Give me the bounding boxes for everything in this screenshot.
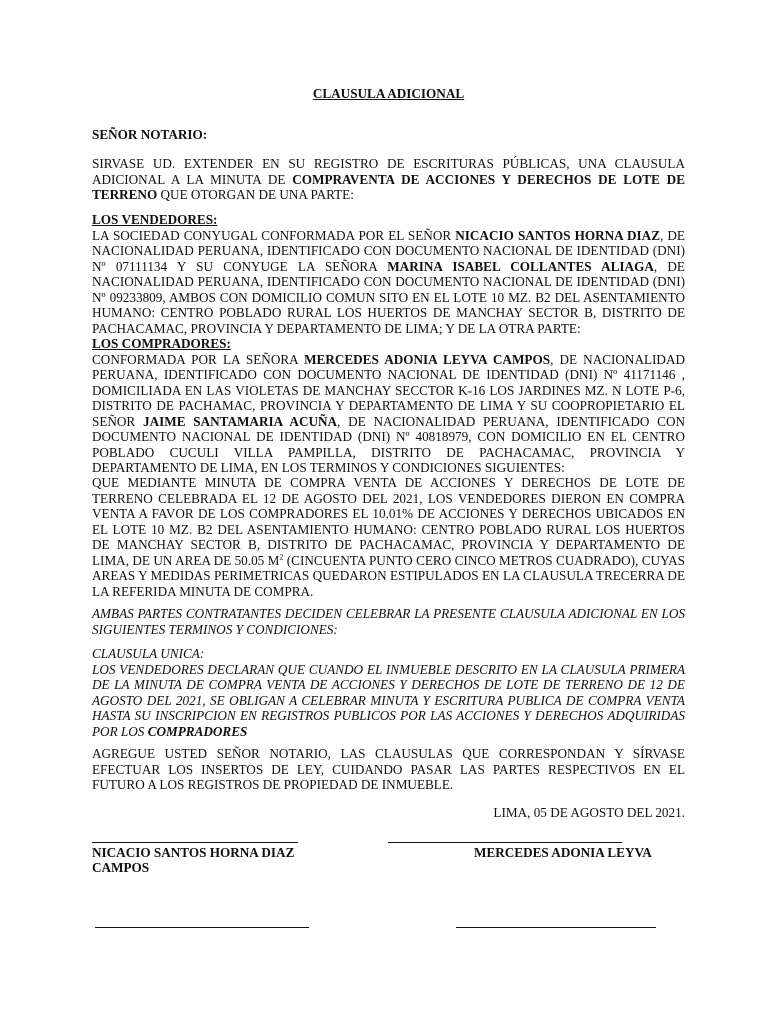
seller-name-1: NICACIO SANTOS HORNA DIAZ [455, 227, 661, 243]
sellers-section [92, 212, 685, 336]
signature-line-left [92, 842, 298, 843]
closing-paragraph: AGREGUE USTED SEÑOR NOTARIO, LAS CLAUSULAS QUE CORRESPONDAN Y SÍRVASE EFECTUAR LOS INSERTOS DE LEY, CUIDANDO PASAR LAS PARTES RESPECTIVOS EN EL FUTURO A LOS REGISTROS DE PROPIEDAD DE INMUEBLE. [92, 746, 685, 792]
buyers-text-2: , DE NACIONALIDAD PERUANA, IDENTIFICADO CON DOCUMENTO NACIONAL DE IDENTIDAD (DNI) Nº 41171146 , DOMICILIADA EN LAS VIOLETAS DE MANCHAY SECCTOR K-16 LOS JARDINES MZ. N LOTE P-6, DISTRITO DE PACHAMAC, PROVINCIA Y DEPARTAMENTO DE LIMA Y SU COOPROPIETARIO EL SEÑOR [92, 351, 685, 429]
buyers-text-1: CONFORMADA POR LA SEÑORA [92, 351, 305, 367]
background-text-2: (CINCUENTA PUNTO CERO CINCO METROS CUADRADO), CUYAS AREAS Y MEDIDAS PERIMETRICAS QUEDARON ESTIPULADOS EN LA CLAUSULA TRECERRA DE LA REFERIDA MINUTA DE COMPRA. [92, 552, 685, 599]
signature-line-bottom-left [95, 927, 309, 928]
background-paragraph [92, 475, 685, 599]
intro-text-2: QUE OTORGAN DE UNA PARTE: [157, 187, 354, 202]
intro-paragraph [92, 156, 685, 203]
intro-text-1: SIRVASE UD. EXTENDER EN SU REGISTRO DE ESCRITURAS PÚBLICAS, UNA CLAUSULA ADICIONAL A LA MINUTA DE [92, 156, 685, 187]
clause-heading: CLAUSULA UNICA: [92, 646, 205, 661]
buyers-heading: LOS COMPRADORES: [92, 336, 231, 351]
signature-name-right: MERCEDES ADONIA LEYVA [474, 845, 652, 860]
buyers-section [92, 336, 685, 476]
buyer-name-2: JAIME SANTAMARIA ACUÑA [143, 413, 338, 429]
document-page [92, 0, 685, 1024]
sellers-text-2: , DE NACIONALIDAD PERUANA, IDENTIFICADO CON DOCUMENTO NACIONAL DE IDENTIDAD (DNI) Nº 07111134 Y SU CONYUGE LA SEÑORA [92, 227, 685, 274]
superscript: 2 [279, 552, 284, 562]
signature-line-right [388, 842, 622, 843]
signature-name-continuation: CAMPOS [92, 860, 150, 875]
signature-name-left: NICACIO SANTOS HORNA DIAZ [92, 845, 295, 860]
sellers-text-1: LA SOCIEDAD CONYUGAL CONFORMADA POR EL SEÑOR [92, 227, 456, 243]
document-title: CLAUSULA ADICIONAL [312, 86, 465, 101]
clause-text: LOS VENDEDORES DECLARAN QUE CUANDO EL INMUEBLE DESCRITO EN LA CLAUSULA PRIMERA DE LA MINUTA DE COMPRA VENTA DE ACCIONES Y DERECHOS DE LOTE DE TERRENO DE 12 DE AGOSTO DEL 2021, SE OBLIGAN A CELEBRAR MINUTA Y ESCRITURA PUBLICA DE COMPRA VENTA HASTA SU INSCRIPCION EN REGISTROS PUBLICOS POR LAS ACCIONES Y DERECHOS ADQUIRIDAS POR LOS [92, 661, 685, 739]
buyer-name-1: MERCEDES ADONIA LEYVA CAMPOS [304, 351, 551, 367]
background-text-1: QUE MEDIANTE MINUTA DE COMPRA VENTA DE ACCIONES Y DERECHOS DE LOTE DE TERRENO CELEBRADA EL 12 DE AGOSTO DEL 2021, LOS VENDEDORES DIERON EN COMPRA VENTA A FAVOR DE LOS COMPRADORES EL 10.01% DE ACCIONES Y DERECHOS UBICADOS EN EL LOTE 10 MZ. B2 DEL ASENTAMIENTO HUMANO: CENTRO POBLADO RURAL LOS HUERTOS DE MANCHAY SECTOR B, DISTRITO DE PACHACAMAC, PROVINCIA Y DEPARTAMENTO DE LIMA, DE UN AREA DE 50.05 M [92, 475, 685, 568]
buyers-text-3: , DE NACIONALIDAD PERUANA, IDENTIFICADO CON DOCUMENTO NACIONAL DE IDENTIDAD (DNI) Nº 40818979, CON DOMICILIO EN EL CENTRO POBLADO CUCULI VILLA PAMPILLA, DISTRITO DE PACHACAMAC, PROVINCIA Y DEPARTAMENTO DE LIMA, EN LOS TERMINOS Y CONDICIONES SIGUIENTES: [92, 413, 685, 475]
sellers-heading: LOS VENDEDORES: [92, 212, 218, 227]
sellers-text-3: , DE NACIONALIDAD PERUANA, IDENTIFICADO CON DOCUMENTO NACIONAL DE IDENTIDAD (DNI) Nº 09233809, AMBOS CON DOMICILIO COMUN SITO EN EL LOTE 10 MZ. B2 DEL ASENTAMIENTO HUMANO: CENTRO POBLADO RURAL LOS HUERTOS DE MANCHAY SECTOR B, DISTRITO DE PACHACAMAC, PROVINCIA Y DEPARTAMENTO DE LIMA; Y DE LA OTRA PARTE: [92, 258, 685, 336]
clause-section [92, 646, 685, 739]
clause-bold: COMPRADORES [147, 723, 248, 739]
place-date: LIMA, 05 DE AGOSTO DEL 2021. [493, 805, 685, 820]
agreement-paragraph: AMBAS PARTES CONTRATANTES DECIDEN CELEBRAR LA PRESENTE CLAUSULA ADICIONAL EN LOS SIGUIENTES TERMINOS Y CONDICIONES: [92, 606, 685, 637]
intro-bold: COMPRAVENTA DE ACCIONES Y DERECHOS DE LOTE DE TERRENO [92, 171, 686, 202]
addressee: SEÑOR NOTARIO: [92, 127, 208, 142]
seller-name-2: MARINA ISABEL COLLANTES ALIAGA [387, 258, 654, 274]
signature-line-bottom-right [456, 927, 656, 928]
